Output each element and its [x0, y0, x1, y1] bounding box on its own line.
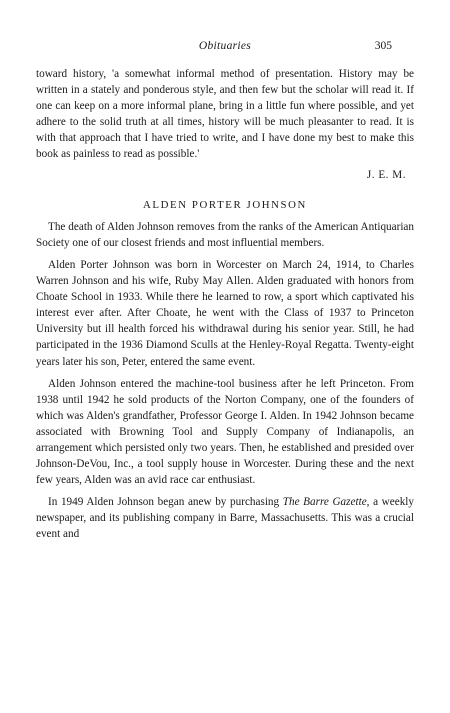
continuation-paragraph: toward history, 'a somewhat informal method of presentation. History may be written in a stately and ponderous style, and then few but the scholar will read it. If one can keep on a more informal plane, bring in a little fun where possible, and yet adhere to the solid truth at all times, history will be much pleasanter to read. It is with that approach that I have tried to write, and I have done my best to make this book as painless to read as possible.' — [36, 68, 414, 161]
author-initials: J. E. M. — [366, 168, 406, 181]
obituary-paragraph-last — [36, 494, 414, 542]
paragraph-text: In 1949 Alden Johnson began anew by purchasing — [48, 496, 283, 509]
obituary-paragraph: Alden Porter Johnson was born in Worcester on March 24, 1914, to Charles Warren Johnson and his wife, Ruby May Allen. Alden graduated with honors from Choate School in 1933. While there he learned to row, a sport which captivated his interest ever after. After Choate, he went with the Class of 1937 to Princeton University but ill health forced his withdrawal during his senior year. Still, he had participated in the 1936 Diamond Sculls at the Henley-Royal Regatta. Twenty-eight years later his son, Peter, entered the same event. — [36, 258, 414, 368]
body-text — [36, 66, 414, 543]
paragraph-text: , a weekly newspaper, and its publishing company in Barre, Massachusetts. This was a crucial event and — [36, 496, 414, 541]
running-title: Obituaries — [198, 40, 252, 52]
running-header — [60, 40, 390, 58]
obituary-paragraph: Alden Johnson entered the machine-tool business after he left Princeton. From 1938 until 1942 he sold products of the Norton Company, one of the founders of which was Alden's grandfather, Professor George I. Alden. In 1942 Johnson became associated with Browning Tool and Supply Company of Indianapolis, an arrangement which persisted only two years. Then, he established and presided over Johnson-DeVou, Inc., a tool supply house in Worcester. During these and the next few years, Alden was an avid race car enthusiast. — [36, 377, 414, 487]
page-number: 305 — [374, 40, 392, 52]
newspaper-title: The Barre Gazette — [282, 496, 367, 509]
obituary-paragraph: The death of Alden Johnson removes from the ranks of the American Antiquarian Society one of our closest friends and most influential members. — [36, 220, 414, 249]
obituary-heading: ALDEN PORTER JOHNSON — [143, 198, 307, 211]
